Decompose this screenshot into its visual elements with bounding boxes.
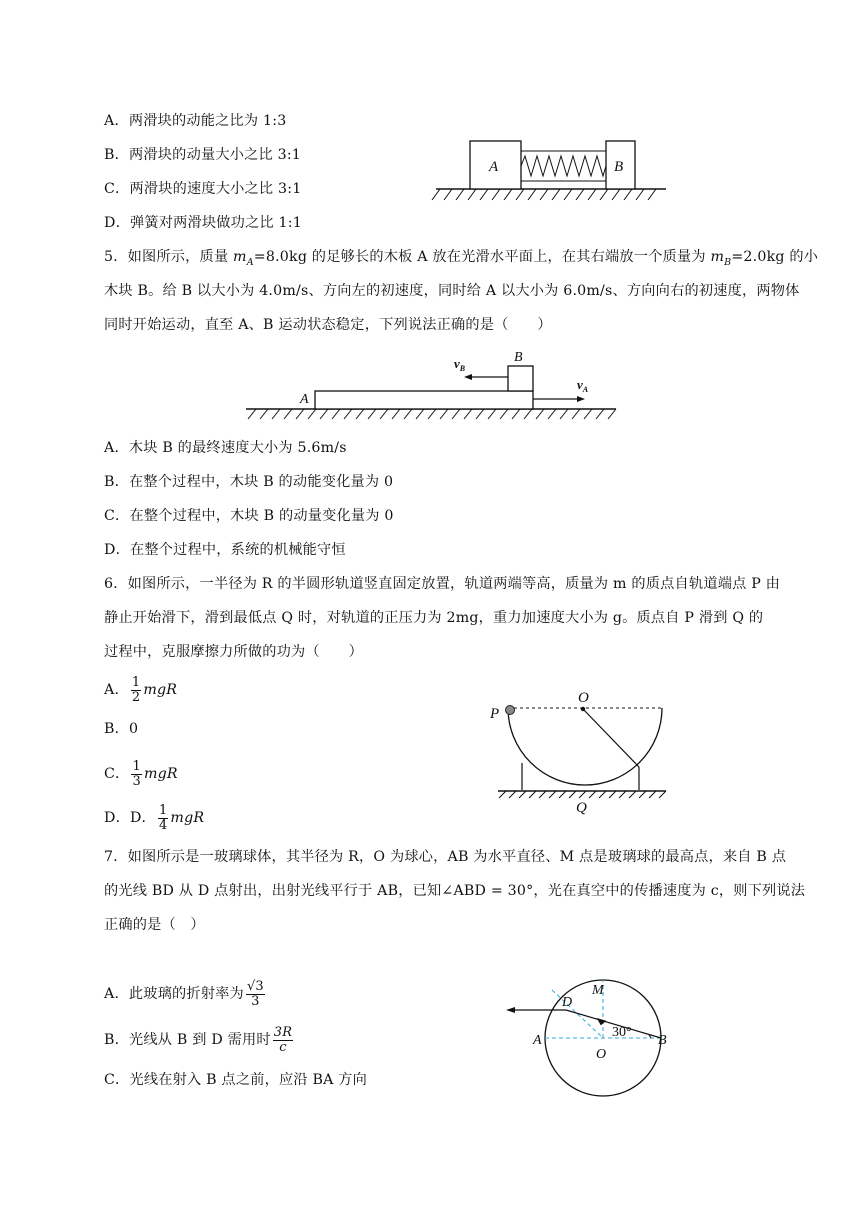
spring <box>521 156 606 176</box>
fraction: $\frac{√3}{3}$ <box>246 978 264 1009</box>
q5-stem-line3: 同时开始运动，直至 A、B 运动状态稳定，下列说法正确的是（ ） <box>104 317 552 333</box>
center-point <box>581 707 585 711</box>
label-d: D <box>562 995 573 1010</box>
particle <box>506 706 515 715</box>
label-m: M <box>592 983 604 998</box>
q6-option-b: B．0 <box>104 721 139 737</box>
q5-option-c: C．在整个过程中，木块 B 的动量变化量为 0 <box>104 508 394 524</box>
q6-stem-line2: 静止开始滑下，滑到最低点 Q 时，对轨道的正压力为 2mg，重力加速度大小为 g。质点自 P 滑到 Q 的 <box>104 610 764 626</box>
board-a <box>315 391 533 409</box>
label-b: B <box>514 350 523 365</box>
label-a: A <box>300 392 309 407</box>
label-va: $v_A$ <box>577 377 589 394</box>
q7-option-b: B．光线从 B 到 D 需用时 $\frac{3R}{c}$ <box>104 1024 293 1055</box>
fraction: $\frac{1}{2}$ <box>131 674 141 705</box>
label-p: P <box>490 706 500 722</box>
q6-option-c: C． $\frac{1}{3}$ mgR <box>104 758 178 789</box>
q5-option-b: B．在整个过程中，木块 B 的动能变化量为 0 <box>104 474 394 490</box>
label-q: Q <box>576 800 587 816</box>
q5-board-figure <box>244 346 624 426</box>
label-angle: 30° <box>612 1025 632 1040</box>
label-o: O <box>578 690 589 706</box>
fraction: $\frac{3R}{c}$ <box>273 1024 293 1055</box>
q6-stem-line3: 过程中，克服摩擦力所做的功为（ ） <box>104 644 363 660</box>
label-b: B <box>658 1033 667 1048</box>
q5-option-a: A．木块 B 的最终速度大小为 5.6m/s <box>104 440 347 456</box>
q5-stem-line1: 5．如图所示，质量 $m_A=8.0kg$ 的足够长的木板 A 放在光滑水平面上，在其右端放一个质量为 $m_B=2.0kg$ 的小 <box>104 249 819 268</box>
q7-option-a: A．此玻璃的折射率为 $\frac{√3}{3}$ <box>104 978 264 1009</box>
fraction: $\frac{1}{3}$ <box>132 758 141 789</box>
q7-stem-line2: 的光线 BD 从 D 点射出，出射光线平行于 AB，已知∠ABD = 30°，光在真空中的传播速度为 c，则下列说法 <box>104 883 806 899</box>
q5-option-d: D．在整个过程中，系统的机械能守恒 <box>104 542 346 558</box>
q4-option-c: C．两滑块的速度大小之比 3:1 <box>104 181 302 197</box>
label-a: A <box>489 159 499 175</box>
q6-stem-line1: 6．如图所示，一半径为 R 的半圆形轨道竖直固定放置，轨道两端等高，质量为 m 的质点自轨道端点 P 由 <box>104 576 781 592</box>
q7-sphere-figure <box>500 976 680 1116</box>
q4-spring-figure <box>430 138 670 208</box>
q4-option-b: B．两滑块的动量大小之比 3:1 <box>104 147 302 163</box>
label-a: A <box>533 1033 542 1048</box>
block-b <box>508 366 533 391</box>
label-b: B <box>614 159 624 175</box>
label-vb: $v_B$ <box>454 356 466 373</box>
q7-option-c: C．光线在射入 B 点之前，应沿 BA 方向 <box>104 1072 368 1088</box>
q6-track-figure <box>486 688 676 816</box>
q7-stem-line3: 正确的是（ ） <box>104 917 205 933</box>
q5-stem-line2: 木块 B。给 B 以大小为 4.0m/s、方向左的初速度，同时给 A 以大小为 6.0m/s、方向向右的初速度，两物体 <box>104 283 800 299</box>
label-o: O <box>596 1047 607 1062</box>
q6-option-d: D．D． $\frac{1}{4}$ mgR <box>104 802 205 833</box>
q7-stem-line1: 7．如图所示是一玻璃球体，其半径为 R，O 为球心，AB 为水平直径、M 点是玻璃球的最高点，来自 B 点 <box>104 849 787 865</box>
q6-option-a: A． $\frac{1}{2}$ mgR <box>104 674 178 705</box>
q4-option-a: A．两滑块的动能之比为 1:3 <box>104 113 287 129</box>
q4-option-d: D．弹簧对两滑块做功之比 1:1 <box>104 215 302 231</box>
fraction: $\frac{1}{4}$ <box>158 802 168 833</box>
